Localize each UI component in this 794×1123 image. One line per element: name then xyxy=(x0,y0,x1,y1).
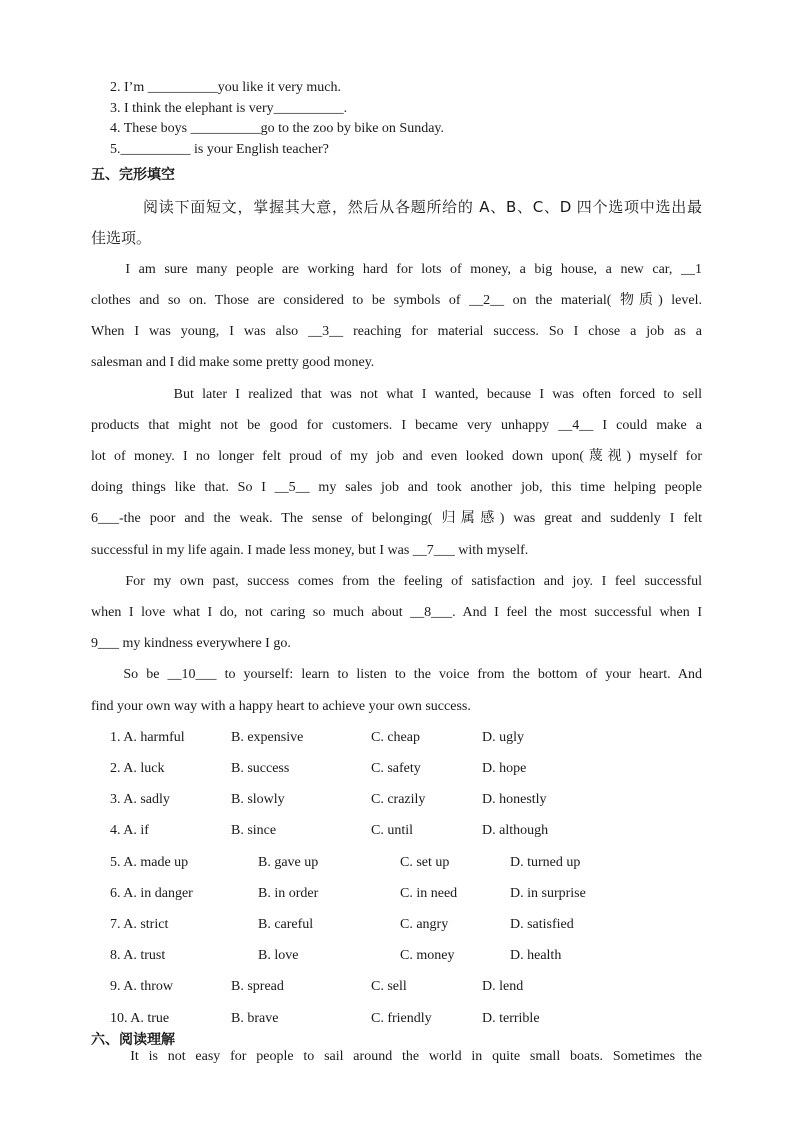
option-a: 9. A. throw xyxy=(110,979,173,994)
passage-line: clothes and so on. Those are considered to be symbols of __2__ on the material( 物质) level. xyxy=(91,293,702,308)
option-d: D. although xyxy=(482,823,549,838)
option-a: 8. A. trust xyxy=(110,948,166,963)
passage-line: doing things like that. So I __5__ my sales job and took another job, this time helping people xyxy=(91,480,702,495)
option-d: D. honestly xyxy=(482,792,547,807)
option-c: C. in need xyxy=(400,886,458,901)
option-row-2 xyxy=(0,760,794,791)
option-b: B. spread xyxy=(231,979,284,994)
passage-line: For my own past, success comes from the feeling of satisfaction and joy. I feel successful xyxy=(91,574,702,589)
passage-line: So be __10___ to yourself: learn to listen to the voice from the bottom of your heart. And xyxy=(91,667,702,682)
section-5-instruction-line-2: 佳选项。 xyxy=(91,229,152,247)
option-d: D. in surprise xyxy=(510,886,586,901)
fill-in-item-3: 3. I think the elephant is very__________. xyxy=(110,101,348,116)
reading-passage-line-1: It is not easy for people to sail around the world in quite small boats. Sometimes the xyxy=(91,1049,702,1064)
option-d: D. lend xyxy=(482,979,524,994)
option-a: 7. A. strict xyxy=(110,917,169,932)
option-row-8 xyxy=(0,947,794,978)
option-b: B. expensive xyxy=(231,730,304,745)
option-c: C. cheap xyxy=(371,730,420,745)
option-a: 4. A. if xyxy=(110,823,149,838)
option-row-1 xyxy=(0,729,794,760)
option-row-4 xyxy=(0,822,794,853)
option-d: D. hope xyxy=(482,761,527,776)
option-row-6 xyxy=(0,885,794,916)
section-5-instruction-line-1: 阅读下面短文，掌握其大意，然后从各题所给的 A、B、C、D 四个选项中选出最 xyxy=(143,198,702,216)
fill-in-item-5: 5.__________ is your English teacher? xyxy=(110,142,329,157)
passage-line: But later I realized that was not what I wanted, because I was often forced to sell xyxy=(91,387,702,402)
option-b: B. careful xyxy=(258,917,314,932)
passage-line: successful in my life again. I made less money, but I was __7___ with myself. xyxy=(91,543,529,558)
option-c: C. safety xyxy=(371,761,421,776)
section-5-title: 五、完形填空 xyxy=(91,167,175,183)
option-d: D. health xyxy=(510,948,562,963)
option-a: 2. A. luck xyxy=(110,761,165,776)
fill-in-item-4: 4. These boys __________go to the zoo by bike on Sunday. xyxy=(110,121,445,136)
passage-line: When I was young, I was also __3__ reaching for material success. So I chose a job as a xyxy=(91,324,702,339)
option-c: C. friendly xyxy=(371,1011,432,1026)
option-b: B. slowly xyxy=(231,792,285,807)
passage-line: when I love what I do, not caring so much about __8___. And I feel the most successful when I xyxy=(91,605,702,620)
passage-line: salesman and I did make some pretty good money. xyxy=(91,355,375,370)
option-b: B. since xyxy=(231,823,277,838)
fill-in-item-2: 2. I’m __________you like it very much. xyxy=(110,80,341,95)
option-d: D. ugly xyxy=(482,730,524,745)
option-d: D. satisfied xyxy=(510,917,574,932)
option-row-9 xyxy=(0,978,794,1009)
option-c: C. money xyxy=(400,948,455,963)
option-a: 10. A. true xyxy=(110,1011,170,1026)
option-b: B. success xyxy=(231,761,290,776)
passage-line: lot of money. I no longer felt proud of my job and even looked down upon(蔑视) myself for xyxy=(91,449,702,464)
option-a: 3. A. sadly xyxy=(110,792,170,807)
option-row-7 xyxy=(0,916,794,947)
section-6-title: 六、阅读理解 xyxy=(91,1032,175,1048)
option-row-5 xyxy=(0,854,794,885)
option-c: C. sell xyxy=(371,979,407,994)
option-a: 1. A. harmful xyxy=(110,730,185,745)
option-d: D. terrible xyxy=(482,1011,540,1026)
passage-line: 9___ my kindness everywhere I go. xyxy=(91,636,291,651)
option-c: C. angry xyxy=(400,917,449,932)
option-c: C. until xyxy=(371,823,414,838)
option-a: 5. A. made up xyxy=(110,855,189,870)
option-c: C. set up xyxy=(400,855,450,870)
option-b: B. in order xyxy=(258,886,319,901)
option-row-3 xyxy=(0,791,794,822)
passage-line: I am sure many people are working hard for lots of money, a big house, a new car, __1 xyxy=(91,262,702,277)
passage-line: find your own way with a happy heart to achieve your own success. xyxy=(91,699,471,714)
option-b: B. gave up xyxy=(258,855,319,870)
option-a: 6. A. in danger xyxy=(110,886,193,901)
option-c: C. crazily xyxy=(371,792,426,807)
option-b: B. brave xyxy=(231,1011,279,1026)
option-d: D. turned up xyxy=(510,855,581,870)
passage-line: 6___-the poor and the weak. The sense of belonging( 归属感) was great and suddenly I felt xyxy=(91,511,702,526)
passage-line: products that might not be good for customers. I became very unhappy __4__ I could make a xyxy=(91,418,702,433)
option-b: B. love xyxy=(258,948,299,963)
